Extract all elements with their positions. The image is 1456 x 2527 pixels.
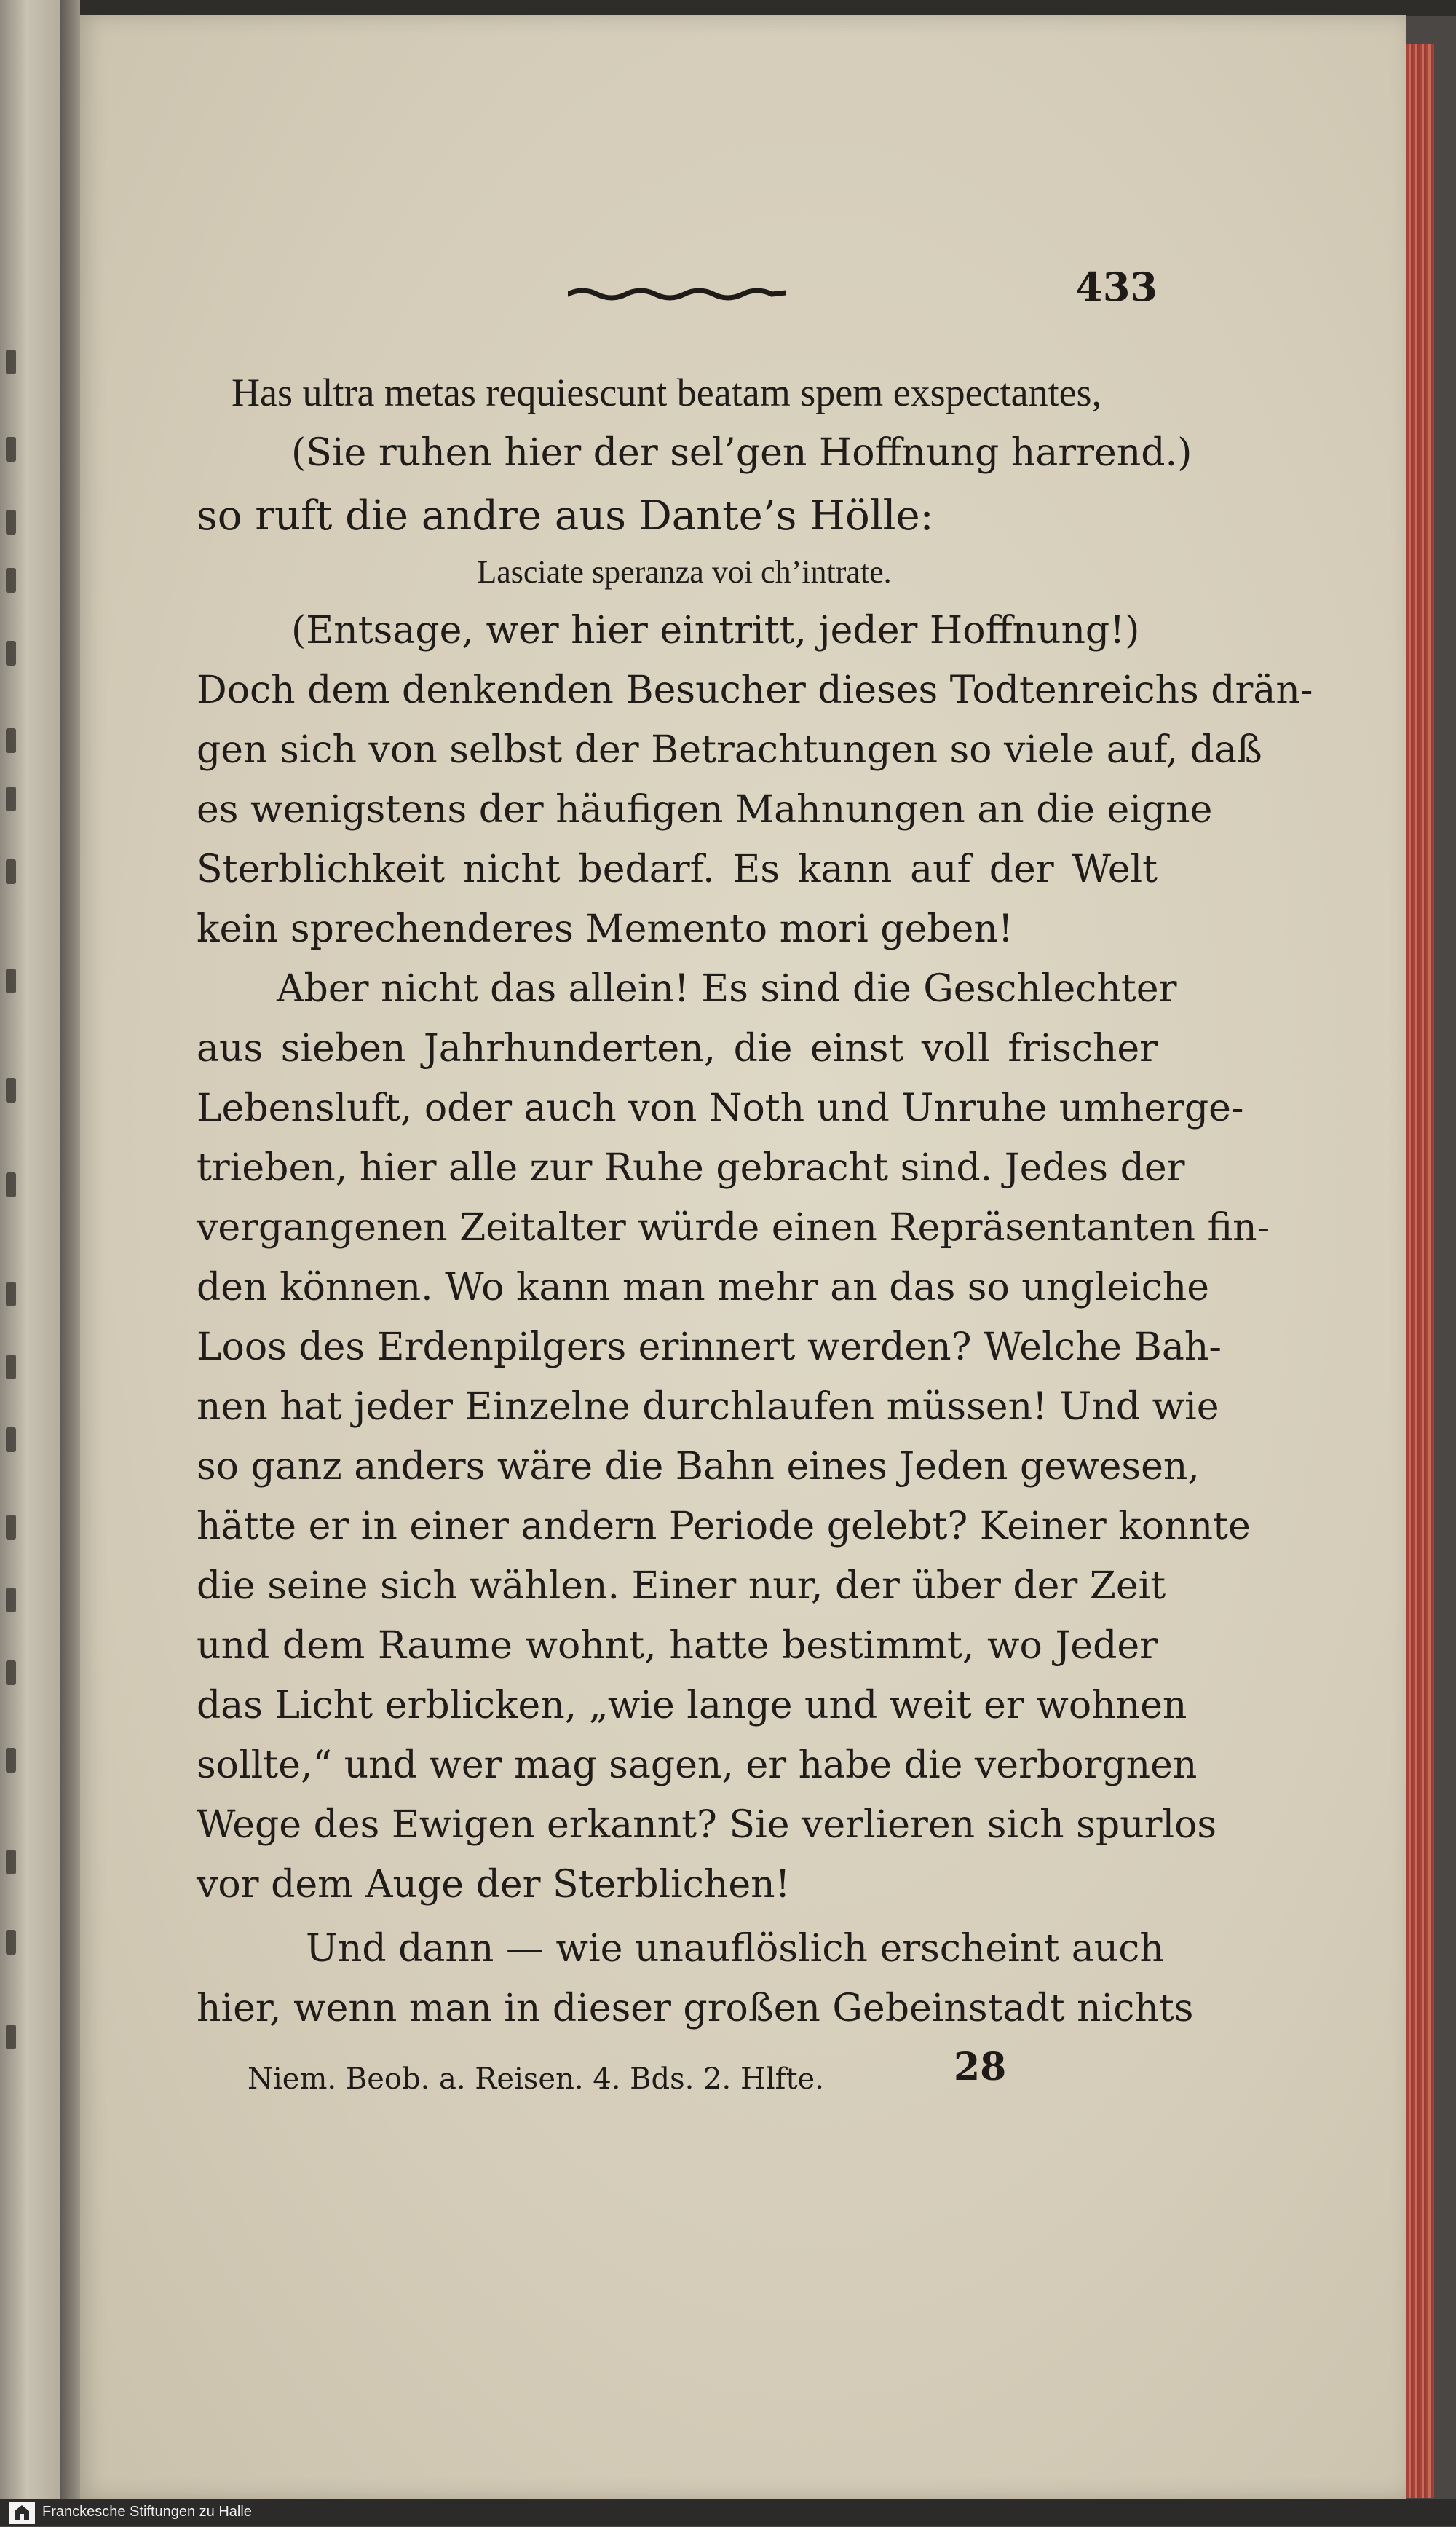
header-ornament xyxy=(568,284,786,303)
text-line: es wenigstens der häufigen Mahnungen an die eigne xyxy=(197,788,1213,832)
text-line: Sterblichkeit nicht bedarf. Es kann auf der Welt xyxy=(197,848,1158,891)
text-line: so ganz anders wäre die Bahn eines Jeden gewesen, xyxy=(197,1445,1200,1489)
text-line: gen sich von selbst der Betrachtungen so viele auf, daß xyxy=(197,728,1262,772)
text-line: sollte,“ und wer mag sagen, er habe die verborgnen xyxy=(197,1743,1198,1787)
page-number: 433 xyxy=(1075,264,1158,310)
text-line: den können. Wo kann man mehr an das so ungleiche xyxy=(197,1266,1209,1309)
institution-logo-icon xyxy=(9,2502,35,2524)
dante-quote-line: Lasciate speranza voi ch’intrate. xyxy=(477,554,892,590)
book-gutter xyxy=(60,0,80,2505)
viewer-top-band xyxy=(0,0,1456,16)
text-line: Lebensluft, oder auch von Noth und Unruhe umherge- xyxy=(197,1087,1244,1130)
epitaph-latin-line: Has ultra metas requiescunt beatam spem exspectantes, xyxy=(232,371,1102,414)
red-page-edges xyxy=(1406,44,1434,2498)
text-line: so ruft die andre aus Dante’s Hölle: xyxy=(197,492,934,540)
text-line: nen hat jeder Einzelne durchlaufen müssen! Und wie xyxy=(197,1385,1219,1429)
text-line: aus sieben Jahrhunderten, die einst voll frischer xyxy=(197,1027,1158,1071)
text-line: und dem Raume wohnt, hatte bestimmt, wo Jeder xyxy=(197,1624,1158,1668)
text-line: Wege des Ewigen erkannt? Sie verlieren sich spurlos xyxy=(197,1803,1217,1847)
text-line: vor dem Auge der Sterblichen! xyxy=(197,1863,791,1907)
text-line: Loos des Erdenpilgers erinnert werden? Welche Bah- xyxy=(197,1325,1222,1369)
adjacent-page-edge xyxy=(0,0,60,2505)
institution-credit: Franckesche Stiftungen zu Halle xyxy=(42,2504,252,2520)
epitaph-translation-line: (Sie ruhen hier der sel’gen Hoffnung harrend.) xyxy=(291,431,1192,475)
text-line: die seine sich wählen. Einer nur, der über der Zeit xyxy=(197,1564,1166,1608)
paragraph-first-line: Aber nicht das allein! Es sind die Geschlechter xyxy=(277,967,1177,1011)
text-line: hätte er in einer andern Periode gelebt? Keiner konnte xyxy=(197,1505,1251,1548)
adjacent-page-letter-fragments xyxy=(6,350,50,2097)
text-line: Doch dem denkenden Besucher dieses Todtenreichs drän- xyxy=(197,669,1313,712)
text-line: hier, wenn man in dieser großen Gebeinstadt nichts xyxy=(197,1987,1194,2030)
dante-translation-line: (Entsage, wer hier eintritt, jeder Hoffnung!) xyxy=(291,609,1140,653)
paragraph-first-line: Und dann — wie unauflöslich erscheint auch xyxy=(306,1927,1164,1971)
text-line: trieben, hier alle zur Ruhe gebracht sind. Jedes der xyxy=(197,1146,1185,1190)
sheet-number: 28 xyxy=(954,2045,1007,2089)
text-line: kein sprechenderes Memento mori geben! xyxy=(197,907,1013,951)
printer-signature: Niem. Beob. a. Reisen. 4. Bds. 2. Hlfte. xyxy=(248,2062,824,2096)
text-line: das Licht erblicken, „wie lange und weit er wohnen xyxy=(197,1684,1187,1727)
text-line: vergangenen Zeitalter würde einen Repräsentanten fin- xyxy=(197,1206,1270,1250)
